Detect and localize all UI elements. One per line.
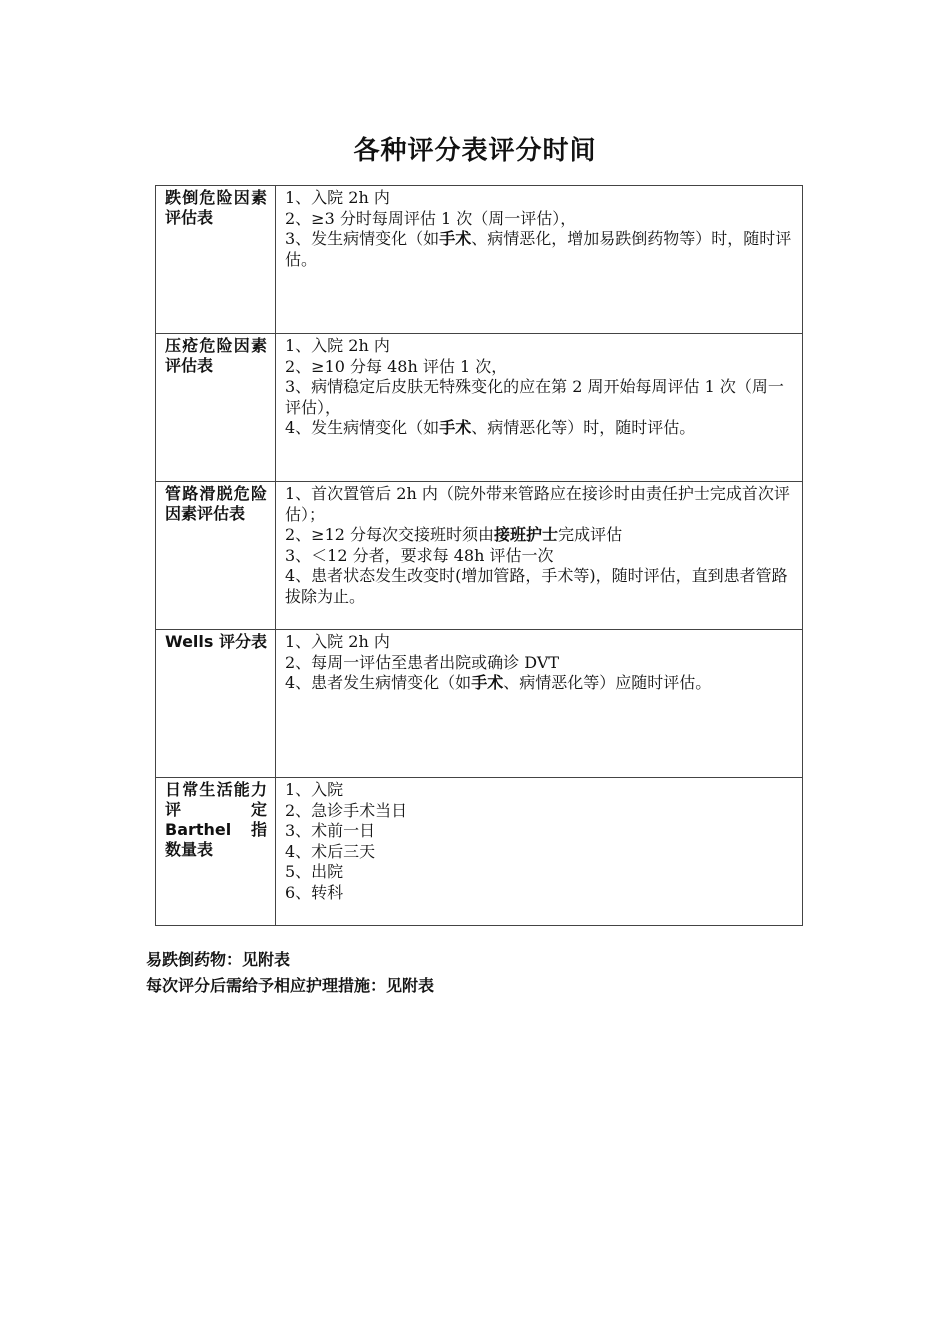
timing-item — [285, 842, 794, 863]
timing-item — [285, 525, 794, 546]
scale-name: 日常生活能力评定 Barthel 指数量表 — [156, 778, 276, 926]
item-text: 、病情恶化，增加易跌倒药物等）时，随时评估。 — [285, 229, 792, 269]
timing-item — [285, 357, 794, 378]
timing-item — [285, 566, 794, 607]
scale-name: Wells 评分表 — [156, 630, 276, 778]
nursing-measures-note: 每次评分后需给予相应护理措施：见附表 — [146, 976, 435, 995]
page-title: 各种评分表评分时间 — [353, 136, 597, 166]
item-text: 4、患者状态发生改变时(增加管路，手术等)，随时评估，直到患者管路拔除为止。 — [285, 566, 788, 606]
item-text: 4、发生病情变化（如 — [285, 418, 440, 437]
item-text: 2、≥10 分每 48h 评估 1 次， — [285, 356, 508, 376]
table-row — [156, 334, 803, 482]
emphasis-text: 接班护士 — [494, 525, 559, 544]
item-text: 2、每周一评估至患者出院或确诊 DVT — [285, 652, 560, 672]
timing-item — [285, 653, 794, 674]
item-text: 1、首次置管后 2h 内（院外带来管路应在接诊时由责任护士完成首次评估）； — [285, 484, 790, 524]
item-text: 2、≥3 分时每周评估 1 次（周一评估）， — [285, 208, 577, 228]
scale-name: 压疮危险因素评估表 — [156, 334, 276, 482]
timing-item — [285, 632, 794, 653]
timing-item — [285, 484, 794, 525]
scale-name: 管路滑脱危险因素评估表 — [156, 482, 276, 630]
item-text: 1、入院 — [285, 780, 344, 799]
item-text: 3、术前一日 — [285, 821, 376, 840]
timing-item — [285, 336, 794, 357]
item-text: 4、术后三天 — [285, 841, 376, 861]
item-text: 5、出院 — [285, 862, 344, 881]
timing-item — [285, 418, 794, 439]
fall-risk-drugs-note: 易跌倒药物：见附表 — [146, 950, 291, 969]
timing-item — [285, 377, 794, 418]
table-row — [156, 778, 803, 926]
item-text: 1、入院 2h 内 — [285, 336, 390, 355]
timing-item — [285, 673, 794, 694]
timing-item — [285, 883, 794, 904]
item-text: 2、急诊手术当日 — [285, 800, 408, 820]
emphasis-text: 手术 — [439, 418, 472, 437]
table-row — [156, 630, 803, 778]
timing-item — [285, 209, 794, 230]
item-text: 1、入院 2h 内 — [285, 188, 390, 207]
timing-item — [285, 229, 794, 270]
item-text: 2、≥12 分每次交接班时须由 — [285, 525, 495, 544]
item-text: 3、病情稳定后皮肤无特殊变化的应在第 2 周开始每周评估 1 次（周一评估）， — [285, 377, 784, 417]
timing-list — [276, 778, 803, 926]
timing-item — [285, 801, 794, 822]
timing-item — [285, 188, 794, 209]
timing-list — [276, 482, 803, 630]
item-text: 3、＜12 分者，要求每 48h 评估一次 — [285, 545, 554, 565]
timing-item — [285, 780, 794, 801]
table-row — [156, 186, 803, 334]
emphasis-text: 手术 — [471, 673, 504, 692]
table-row — [156, 482, 803, 630]
timing-list — [276, 186, 803, 334]
item-text: 、病情恶化等）时，随时评估。 — [471, 418, 696, 437]
timing-list — [276, 334, 803, 482]
assessment-schedule-table — [155, 185, 803, 926]
timing-item — [285, 862, 794, 883]
item-text: 完成评估 — [558, 525, 623, 544]
timing-list — [276, 630, 803, 778]
scale-name: 跌倒危险因素评估表 — [156, 186, 276, 334]
item-text: 6、转科 — [285, 882, 344, 902]
item-text: 3、发生病情变化（如 — [285, 229, 440, 248]
item-text: 、病情恶化等）应随时评估。 — [503, 673, 712, 692]
item-text: 4、患者发生病情变化（如 — [285, 673, 472, 692]
item-text: 1、入院 2h 内 — [285, 632, 390, 651]
timing-item — [285, 546, 794, 567]
emphasis-text: 手术 — [439, 229, 472, 248]
timing-item — [285, 821, 794, 842]
